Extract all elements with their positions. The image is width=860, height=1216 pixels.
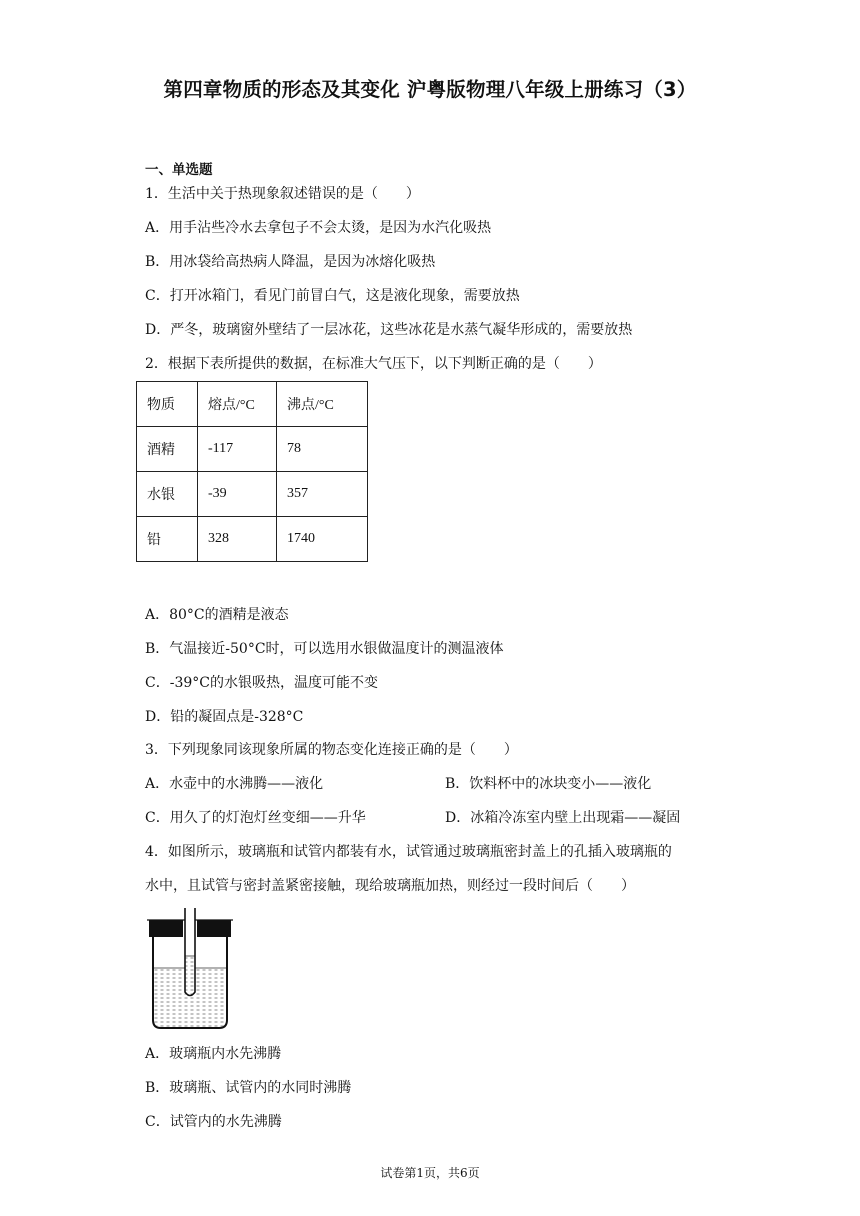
table-cell: -39 [198,472,277,517]
question-4-stem-line-1: 4．如图所示，玻璃瓶和试管内都装有水，试管通过玻璃瓶密封盖上的孔插入玻璃瓶的 [145,844,672,860]
table-row [137,472,368,517]
table-header-cell: 沸点/°C [277,382,368,427]
question-2-option-c: C．-39°C的水银吸热，温度可能不变 [145,675,378,691]
page-footer: 试卷第1页，共6页 [380,1166,480,1180]
question-2-option-a: A．80°C的酒精是液态 [145,607,289,623]
question-1-option-a: A．用手沾些冷水去拿包子不会太烫，是因为水汽化吸热 [145,220,492,236]
table-cell: 357 [277,472,368,517]
page-title: 第四章物质的形态及其变化 沪粤版物理八年级上册练习（3） [163,78,697,101]
question-3-stem: 3．下列现象同该现象所属的物态变化连接正确的是（ ） [145,742,518,758]
table-cell: 酒精 [137,427,198,472]
table-header-cell: 熔点/°C [198,382,277,427]
question-1-option-d: D．严冬，玻璃窗外壁结了一层冰花，这些冰花是水蒸气凝华形成的，需要放热 [145,322,633,338]
question-1-stem: 1．生活中关于热现象叙述错误的是（ ） [145,186,420,202]
table-cell: 1740 [277,517,368,562]
table-cell: 78 [277,427,368,472]
data-table [136,381,368,562]
question-3-option-c: C．用久了的灯泡灯丝变细——升华 [145,810,366,826]
table-cell: 铅 [137,517,198,562]
table-header-row [137,382,368,427]
bottle-test-tube-figure [142,908,242,1032]
question-4-option-c: C．试管内的水先沸腾 [145,1114,282,1130]
table-cell: 328 [198,517,277,562]
table-row [137,427,368,472]
question-2-option-b: B．气温接近-50°C时，可以选用水银做温度计的测温液体 [145,641,504,657]
question-2-stem: 2．根据下表所提供的数据，在标准大气压下，以下判断正确的是（ ） [145,356,602,372]
question-4-stem-line-2: 水中，且试管与密封盖紧密接触，现给玻璃瓶加热，则经过一段时间后（ ） [145,878,635,894]
question-4-option-a: A．玻璃瓶内水先沸腾 [145,1046,282,1062]
table-cell: -117 [198,427,277,472]
question-2-option-d: D．铅的凝固点是-328°C [145,709,304,725]
question-4-option-b: B．玻璃瓶、试管内的水同时沸腾 [145,1080,352,1096]
table-header-cell: 物质 [137,382,198,427]
table-cell: 水银 [137,472,198,517]
question-1-option-b: B．用冰袋给高热病人降温，是因为冰熔化吸热 [145,254,436,270]
table-row [137,517,368,562]
question-1-option-c: C．打开冰箱门，看见门前冒白气，这是液化现象，需要放热 [145,288,520,304]
section-heading: 一、单选题 [145,162,213,178]
question-3-option-a: A．水壶中的水沸腾——液化 [145,776,324,792]
question-3-option-d: D．冰箱冷冻室内壁上出现霜——凝固 [445,810,681,826]
question-3-option-b: B．饮料杯中的冰块变小——液化 [445,776,652,792]
